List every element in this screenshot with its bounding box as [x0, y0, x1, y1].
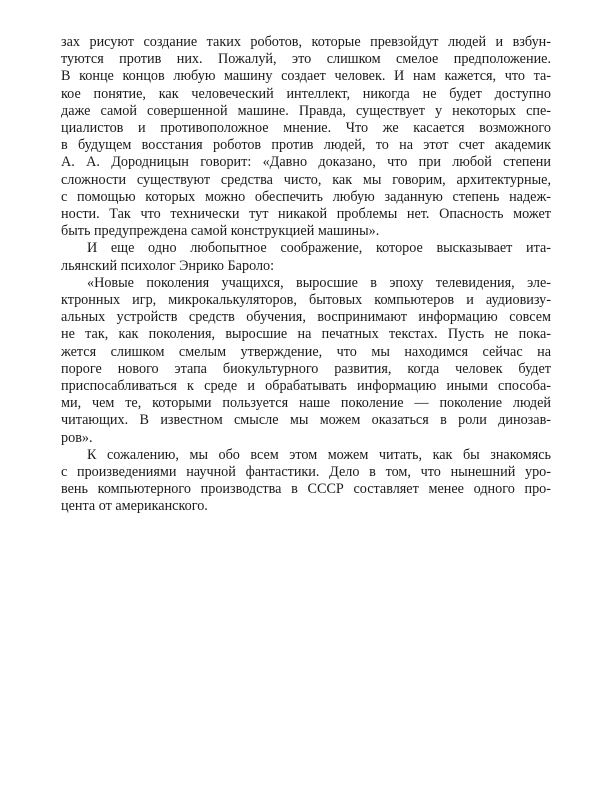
text-line: К сожалению, мы обо всем этом можем читать, как бы знакомясь: [87, 446, 551, 463]
paragraph-quote: [61, 275, 551, 447]
text-line: ми, чем те, которыми пользуется наше поколение — поколение людей: [61, 395, 551, 412]
text-line: ности. Так что технически тут никакой проблемы нет. Опасность может: [61, 206, 551, 223]
text-line: альных устройств средств обучения, воспринимают информацию совсем: [61, 309, 551, 326]
text-line: «Новые поколения учащихся, выросшие в эпоху телевидения, эле-: [87, 274, 551, 291]
text-line: В конце концов любую машину создает человек. И нам кажется, что та-: [61, 68, 551, 85]
text-line: туются против них. Пожалуй, это слишком смелое предположение.: [61, 51, 551, 68]
text-line: вень компьютерного производства в СССР составляет менее одного про-: [61, 481, 551, 498]
text-line: с помощью которых можно обеспечить любую заданную степень надеж-: [61, 188, 551, 205]
text-line: зах рисуют создание таких роботов, которые превзойдут людей и взбун-: [61, 34, 551, 50]
page-text: [61, 34, 551, 516]
text-line: пороге нового этапа биокультурного развития, когда человек будет: [61, 360, 551, 377]
paragraph-robots: [61, 34, 551, 240]
paragraph-conclusion: [61, 447, 551, 516]
text-line: кое понятие, как человеческий интеллект, никогда не будет доступно: [61, 85, 551, 102]
text-line: ктронных игр, микрокалькуляторов, бытовых компьютеров и аудиовизу-: [61, 292, 551, 309]
text-line: сложности существуют средства чисто, как мы говорим, архитектурные,: [61, 171, 551, 188]
paragraph-psychologist-intro: [61, 240, 551, 274]
text-line: быть предупреждена самой конструкцией машины».: [61, 223, 380, 240]
text-line: льянский психолог Энрико Бароло:: [61, 257, 275, 274]
text-line: А. А. Дородницын говорит: «Давно доказано, что при любой степени: [61, 154, 551, 171]
text-line: цента от американского.: [61, 498, 208, 515]
text-line: приспосабливаться к среде и обрабатывать информацию иными способа-: [61, 378, 551, 395]
text-line: читающих. В известном смысле мы можем оказаться в роли динозав-: [61, 412, 551, 429]
text-line: в будущем восстания роботов против людей, то на этот счет академик: [61, 137, 551, 154]
text-line: жется слишком смелым утверждение, что мы находимся сейчас на: [61, 343, 551, 360]
text-line: ров».: [61, 429, 93, 446]
text-line: циалистов и противоположное мнение. Что же касается возможного: [61, 120, 551, 137]
text-line: даже самой совершенной машине. Правда, существует у некоторых спе-: [61, 102, 551, 119]
text-line: с произведениями научной фантастики. Дело в том, что нынешний уро-: [61, 464, 551, 481]
text-line: И еще одно любопытное соображение, которое высказывает ита-: [87, 240, 551, 257]
text-line: не так, как поколения, выросшие на печатных текстах. Пусть не пока-: [61, 326, 551, 343]
